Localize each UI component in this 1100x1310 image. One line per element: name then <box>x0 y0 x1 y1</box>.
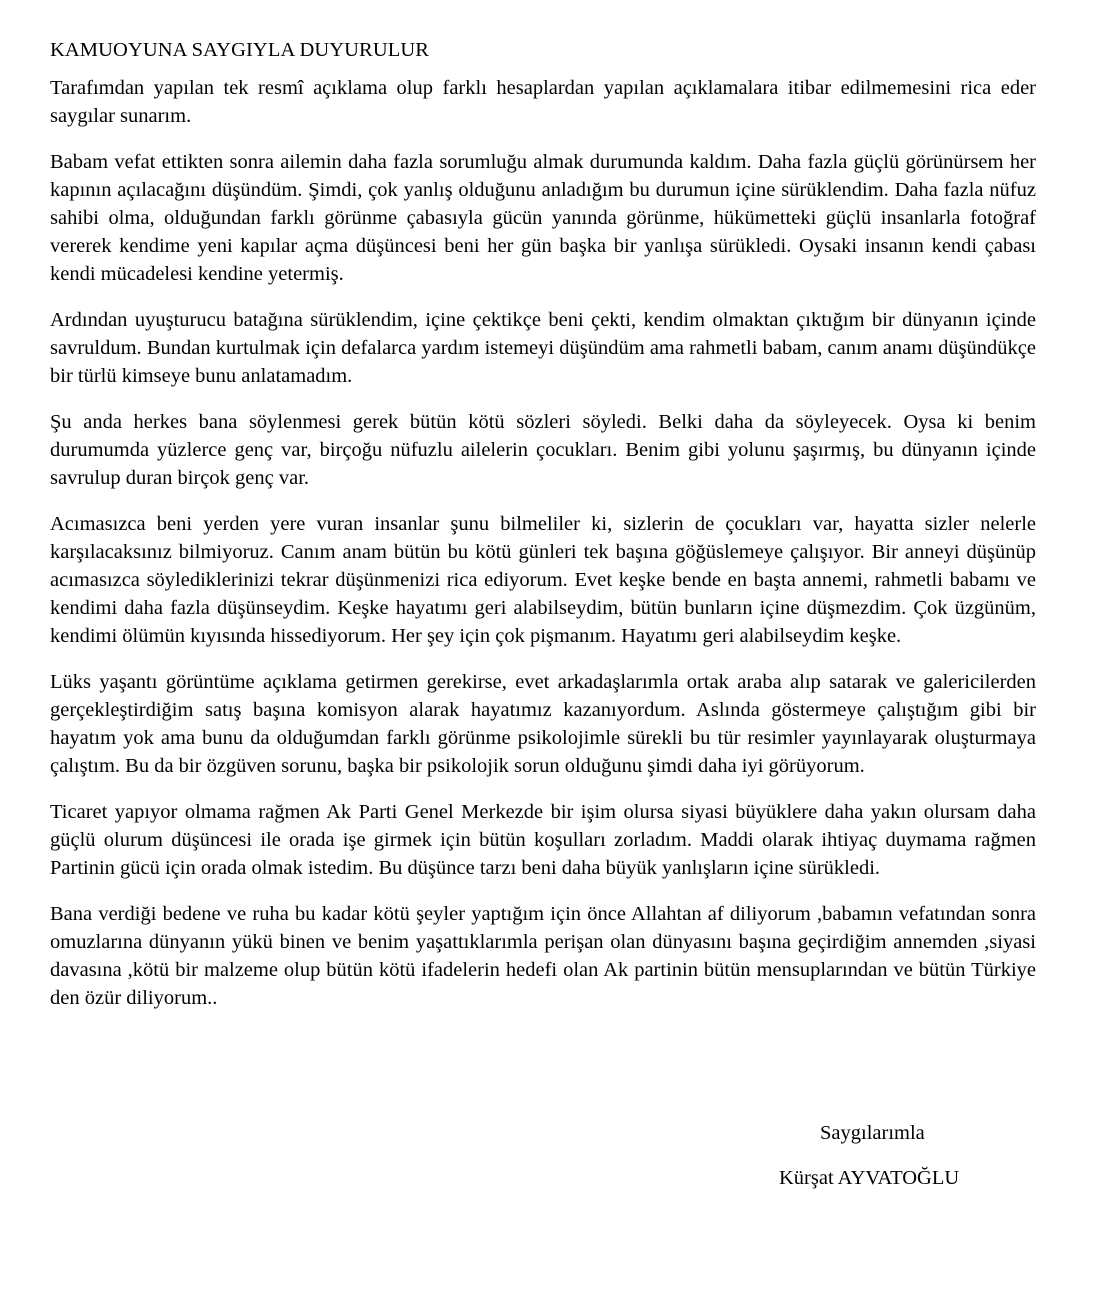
closing-salutation: Saygılarımla <box>820 1122 925 1144</box>
paragraph-addiction: Ardından uyuşturucu batağına sürüklendim, içine çektikçe beni çekti, kendim olmaktan çıktığım bir dünyanın içinde savruldum. Bundan kurtulmak için defalarca yardım istemeyi düşündüm ama rahmetli babam, canım anamı düşündükçe bir türlü kimseye bunu anlatamadım. <box>50 309 1036 387</box>
letter-body <box>50 36 1036 1030</box>
letter-heading: KAMUOYUNA SAYGIYLA DUYURULUR <box>50 39 430 61</box>
paragraph-party-job: Ticaret yapıyor olmama rağmen Ak Parti Genel Merkezde bir işim olursa siyasi büyüklere daha yakın olursam daha güçlü olurum düşüncesi ile orada işe girmek için bütün koşulları zorladım. Maddi olarak ihtiyaç duymama rağmen Partinin gücü için orada olmak istedim. Bu düşünce tarzı beni daha büyük yanlışların içine sürükledi. <box>50 801 1036 879</box>
paragraph-apology: Bana verdiği bedene ve ruha bu kadar kötü şeyler yaptığım için önce Allahtan af diliyorum ,babamın vefatından sonra omuzlarına dünyanın yükü binen ve benim yaşattıklarımla perişan olan dünyasını başına geçirdiğim annemden ,siyasi davasına ,kötü bir malzeme olup bütün kötü ifadelerin hedefi olan Ak partinin bütün mensuplarından ve bütün Türkiye den özür diliyorum.. <box>50 903 1036 1009</box>
paragraph-lifestyle: Lüks yaşantı görüntüme açıklama getirmen gerekirse, evet arkadaşlarımla ortak araba alıp satarak ve galericilerden gerçekleştirdiğim satış başına komisyon alarak hayatımız kazanıyordum. Aslında göstermeye çalıştığım gibi bir hayatım yok ama bunu da olduğumdan farklı görünme psikolojimle sürekli bu tür resimler yayınlayarak oluşturmaya çalıştım. Bu da bir özgüven sorunu, başka bir psikolojik sorun olduğunu şimdi daha iyi görüyorum. <box>50 671 1036 777</box>
paragraph-official-statement: Tarafımdan yapılan tek resmî açıklama olup farklı hesaplardan yapılan açıklamalara itibar edilmemesini rica eder saygılar sunarım. <box>50 77 1036 127</box>
paragraph-responsibility: Babam vefat ettikten sonra ailemin daha fazla sorumluğu almak durumunda kaldım. Daha fazla güçlü görünürsem her kapının açılacağını düşündüm. Şimdi, çok yanlış olduğunu anladığım bu durumun içine sürüklendim. Daha fazla nüfuz sahibi olma, olduğundan farklı görünme çabasıyla gücün yanında görünme, hükümetteki güçlü insanlarla fotoğraf vererek kendime yeni kapılar açma düşüncesi beni her gün başka bir yanlışa sürükledi. Oysaki insanın kendi çabası kendi mücadelesi kendine yetermiş. <box>50 151 1036 285</box>
paragraph-criticism: Şu anda herkes bana söylenmesi gerek bütün kötü sözleri söyledi. Belki daha da söyleyecek. Oysa ki benim durumumda yüzlerce genç var, birçoğu nüfuzlu ailelerin çocukları. Benim gibi yolunu şaşırmış, bu dünyanın içinde savrulup duran birçok genç var. <box>50 411 1036 489</box>
paragraph-plea: Acımasızca beni yerden yere vuran insanlar şunu bilmeliler ki, sizlerin de çocukları var, hayatta sizler nelerle karşılacaksınız bilmiyoruz. Canım anam bütün bu kötü günleri tek başına göğüslemeye çalışıyor. Bir anneyi düşünüp acımasızca söylediklerinizi tekrar düşünmenizi rica ediyorum. Evet keşke bende en başta annemi, rahmetli babamı ve kendimi daha fazla düşünseydim. Keşke hayatımı geri alabilseydim, bütün bunların içine düşmezdim. Çok üzgünüm, kendimi ölümün kıyısında hissediyorum. Her şey için çok pişmanım. Hayatımı geri alabilseydim keşke. <box>50 513 1036 647</box>
signature-name: Kürşat AYVATOĞLU <box>779 1167 960 1189</box>
